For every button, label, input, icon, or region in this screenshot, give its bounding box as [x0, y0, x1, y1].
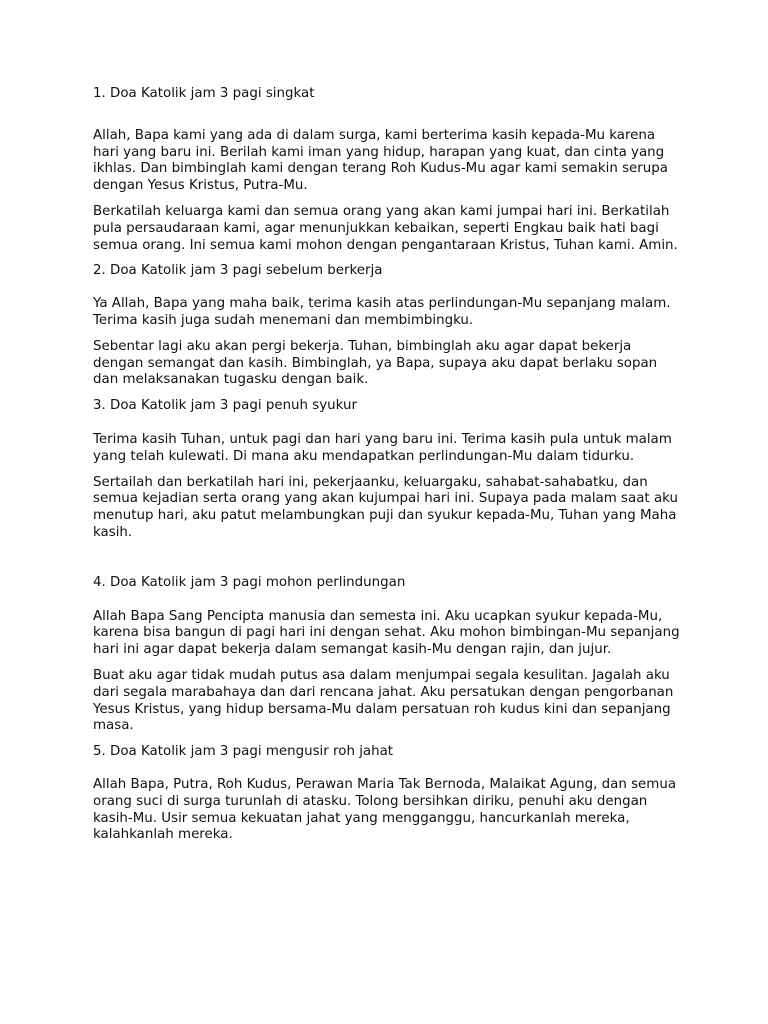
body-paragraph: Allah Bapa, Putra, Roh Kudus, Perawan Maria Tak Bernoda, Malaikat Agung, dan semua orang suci di surga turunlah di atasku. Tolong bersihkan diriku, penuhi aku dengan kasih-Mu. Usir semua kekuatan jahat yang mengganggu, hancurkanlah mereka, kalahkanlah mereka.	[93, 776, 677, 843]
section-heading: 5. Doa Katolik jam 3 pagi mengusir roh jahat	[93, 744, 394, 760]
section-heading: 3. Doa Katolik jam 3 pagi penuh syukur	[93, 398, 358, 414]
section-heading: 2. Doa Katolik jam 3 pagi sebelum berkerja	[93, 263, 383, 279]
body-paragraph: Allah Bapa Sang Pencipta manusia dan semesta ini. Aku ucapkan syukur kepada-Mu, karena bisa bangun di pagi hari ini dengan sehat. Aku mohon bimbingan-Mu sepanjang hari ini agar dapat bekerja dalam semangat kasih-Mu dengan rajin, dan jujur.	[93, 608, 680, 658]
body-paragraph: Ya Allah, Bapa yang maha baik, terima kasih atas perlindungan-Mu sepanjang malam. Terima kasih juga sudah menemani dan membimbingku.	[93, 296, 671, 328]
body-paragraph: Berkatilah keluarga kami dan semua orang yang akan kami jumpai hari ini. Berkatilah pula persaudaraan kami, agar menunjukkan kebaikan, seperti Engkau baik hati bagi semua orang. Ini semua kami mohon dengan pengantaraan Kristus, Tuhan kami. Amin.	[93, 203, 678, 253]
body-paragraph: Sertailah dan berkatilah hari ini, pekerjaanku, keluargaku, sahabat-sahabatku, dan semua kejadian serta orang yang akan kujumpai hari ini. Supaya pada malam saat aku menutup hari, aku patut melambungkan puji dan syukur kepada-Mu, Tuhan yang Maha kasih.	[93, 474, 678, 540]
section-heading: 1. Doa Katolik jam 3 pagi singkat	[93, 86, 315, 101]
prayer-section-4	[93, 575, 683, 735]
prayer-section-2	[93, 263, 683, 389]
section-heading: 4. Doa Katolik jam 3 pagi mohon perlindungan	[93, 574, 406, 590]
body-paragraph: Allah, Bapa kami yang ada di dalam surga, kami berterima kasih kepada-Mu karena hari yang baru ini. Berilah kami iman yang hidup, harapan yang kuat, dan cinta yang ikhlas. Dan bimbinglah kami dengan terang Roh Kudus-Mu agar kami semakin serupa dengan Yesus Kristus, Putra-Mu.	[93, 127, 668, 194]
prayer-section-5	[93, 744, 683, 844]
body-paragraph: Terima kasih Tuhan, untuk pagi dan hari yang baru ini. Terima kasih pula untuk malam yang telah kulewati. Di mana aku mendapatkan perlindungan-Mu dalam tidurku.	[93, 431, 672, 464]
body-paragraph: Sebentar lagi aku akan pergi bekerja. Tuhan, bimbinglah aku agar dapat bekerja dengan semangat dan kasih. Bimbinglah, ya Bapa, supaya aku dapat berlaku sopan dan melaksanakan tugasku dengan baik.	[93, 338, 658, 388]
prayer-section-3	[93, 398, 683, 542]
body-paragraph: Buat aku agar tidak mudah putus asa dalam menjumpai segala kesulitan. Jagalah aku dari segala marabahaya dan dari rencana jahat. Aku persatukan dengan pengorbanan Yesus Kristus, yang hidup bersama-Mu dalam persatuan roh kudus kini dan sepanjang masa.	[93, 667, 674, 734]
document-page	[93, 86, 683, 844]
prayer-section-1	[93, 86, 683, 254]
